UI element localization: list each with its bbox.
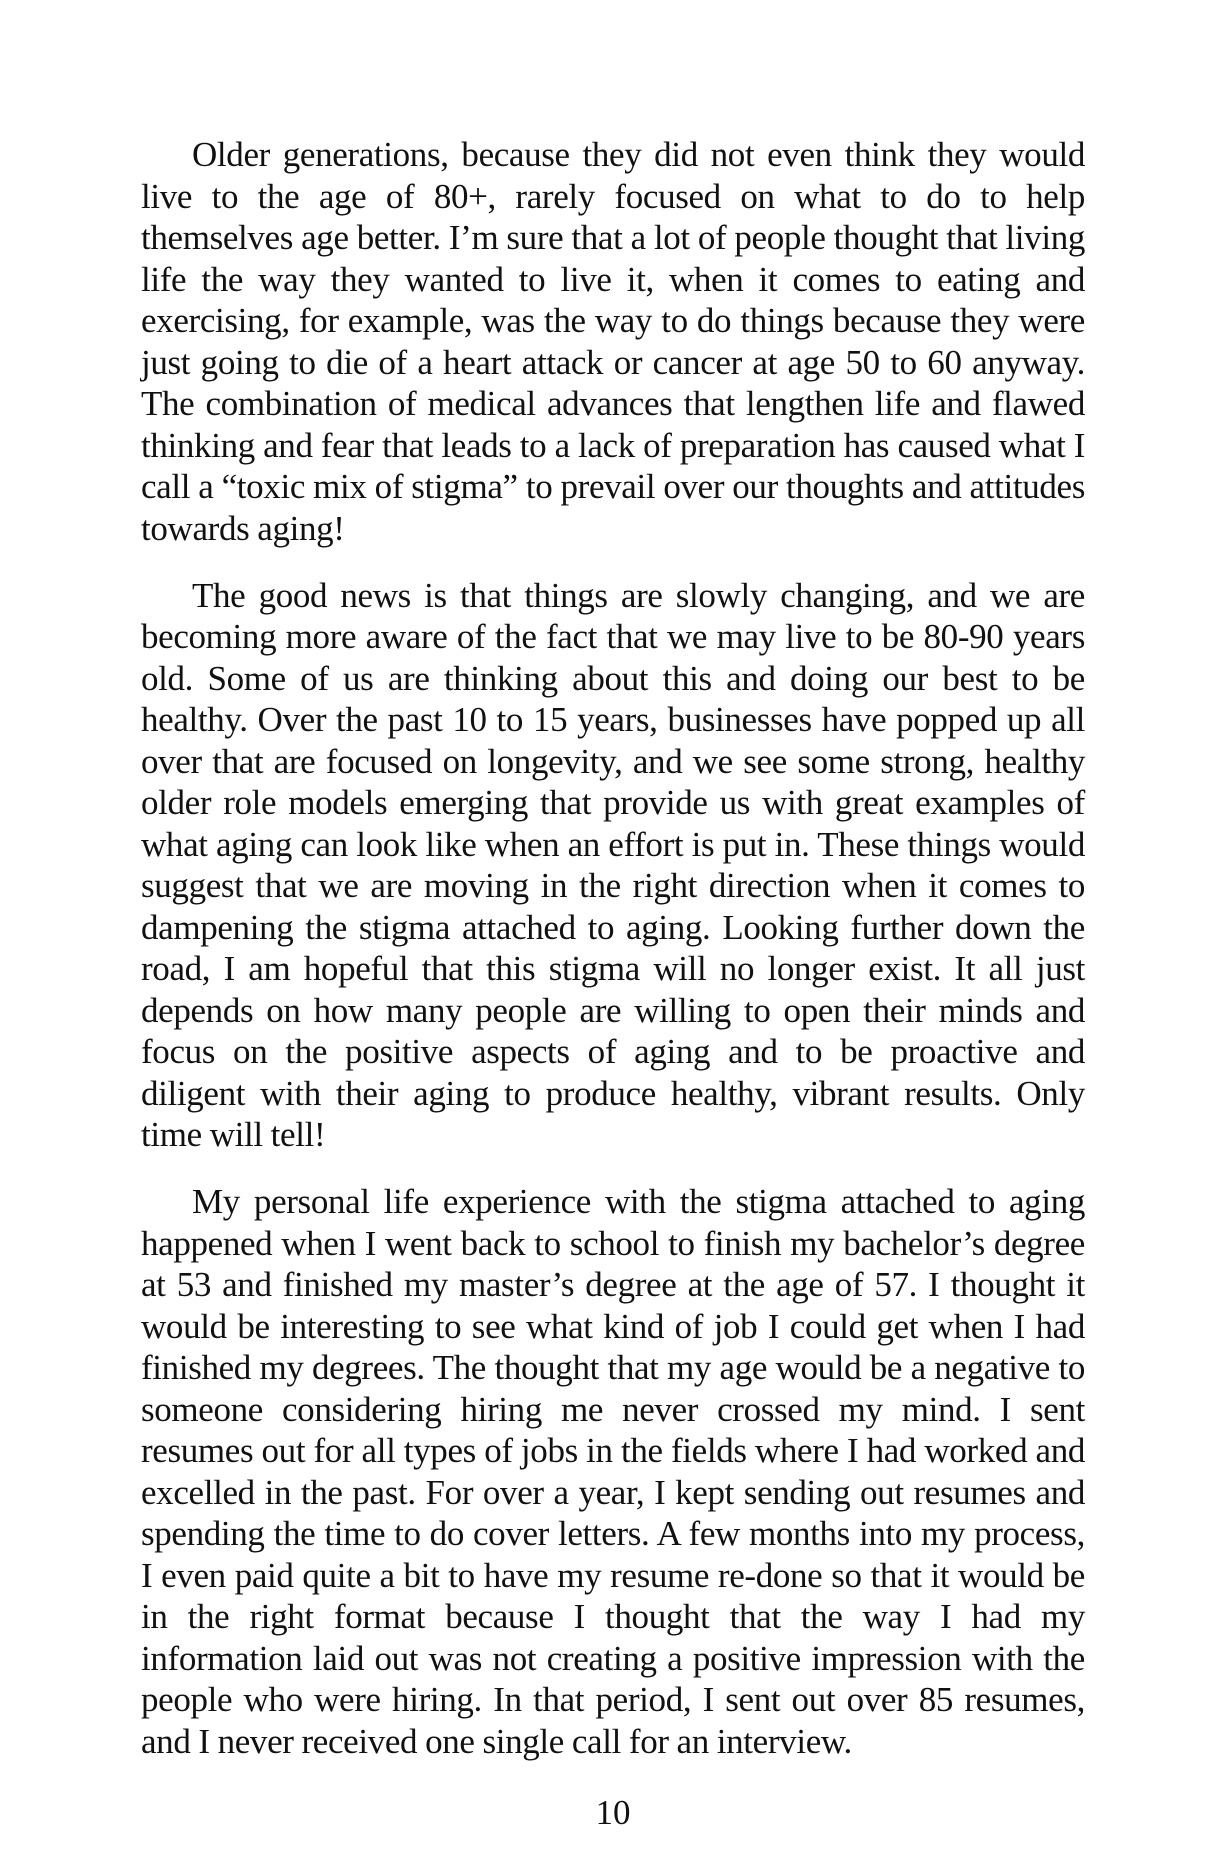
page-number: 10	[595, 1793, 631, 1832]
paragraph-older-generations: Older generations, because they did not even think they would live to the age of 80+, rarely focused on what to do to help themselves age better. I’m sure that a lot of people thought that living life the way they wanted to live it, when it comes to eating and exercising, for example, was the way to do things because they were just going to die of a heart attack or cancer at age 50 to 60 anyway. The combination of medical advances that lengthen life and flawed thinking and fear that leads to a lack of preparation has caused what I call a “toxic mix of stigma” to prevail over our thoughts and attitudes towards aging!	[141, 135, 1085, 548]
paragraph-good-news: The good news is that things are slowly changing, and we are becoming more aware of the fact that we may live to be 80-90 years old. Some of us are thinking about this and doing our best to be healthy. Over the past 10 to 15 years, businesses have popped up all over that are focused on longevity, and we see some strong, healthy older role models emerging that provide us with great examples of what aging can look like when an effort is put in. These things would suggest that we are moving in the right direction when it comes to dampening the stigma attached to aging. Looking further down the road, I am hopeful that this stigma will no longer exist. It all just depends on how many people are willing to open their minds and focus on the positive aspects of aging and to be proactive and diligent with their aging to produce healthy, vibrant results. Only time will tell!	[141, 575, 1085, 1154]
paragraph-personal-experience: My personal life experience with the stigma attached to aging happened when I went back to school to finish my bachelor’s degree at 53 and finished my master’s degree at the age of 57. I thought it would be interesting to see what kind of job I could get when I had finished my degrees. The thought that my age would be a negative to someone considering hiring me never crossed my mind. I sent resumes out for all types of jobs in the fields where I had worked and excelled in the past. For over a year, I kept sending out resumes and spending the time to do cover letters. A few months into my process, I even paid quite a bit to have my resume re-done so that it would be in the right format because I thought that the way I had my information laid out was not creating a positive impression with the people who were hiring. In that period, I sent out over 85 resumes, and I never received one single call for an interview.	[141, 1182, 1085, 1761]
page-body	[141, 134, 1085, 1762]
